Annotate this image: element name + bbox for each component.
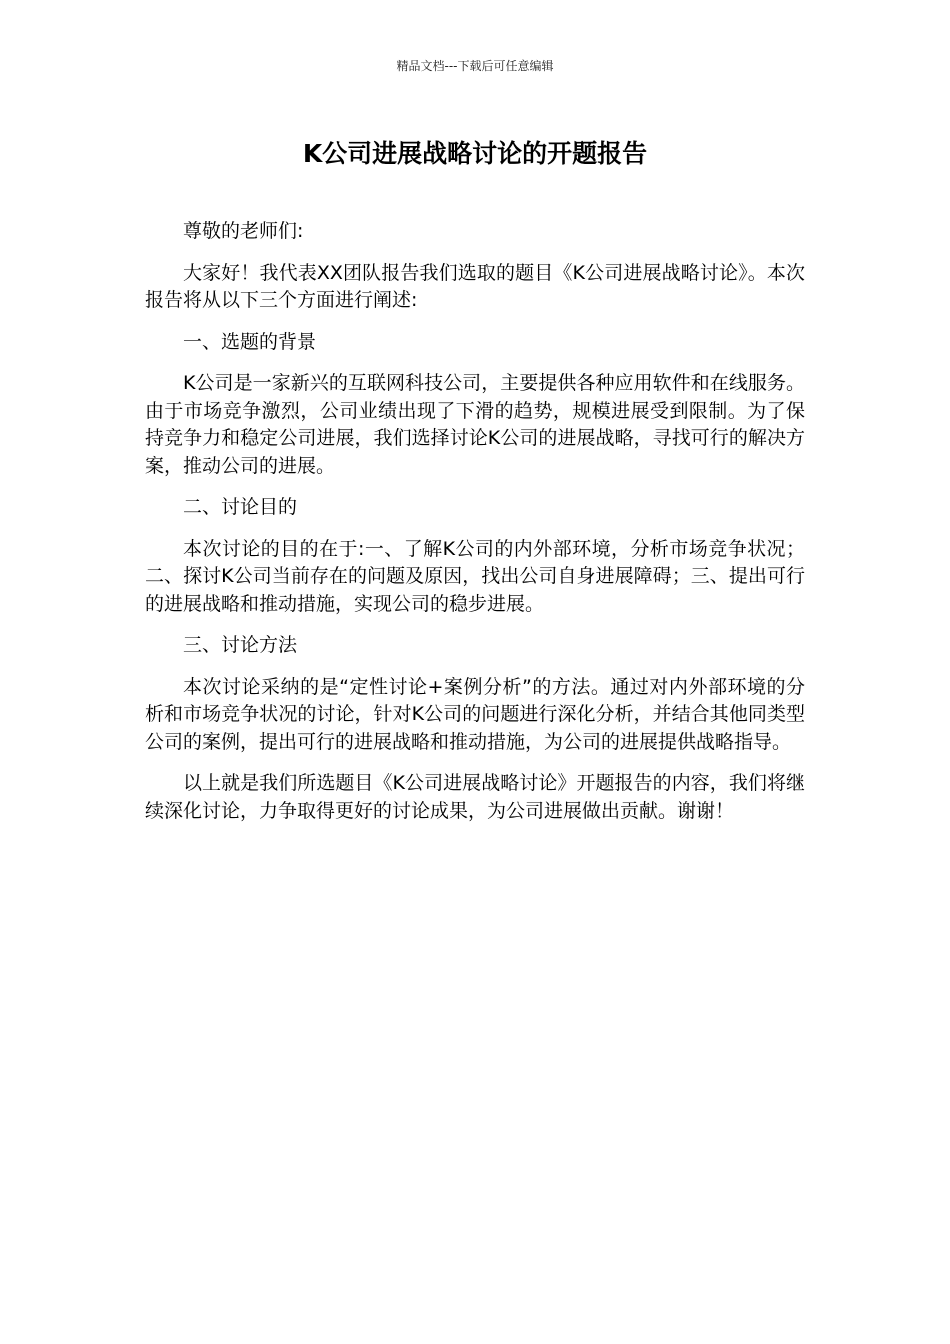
purpose-paragraph: 本次讨论的目的在于:一、了解K公司的内外部环境，分析市场竞争状况；二、探讨K公司当前存在的问题及原因，找出公司自身进展障碍；三、提出可行的进展战略和推动措施，实现公司的稳步进展。 [145, 537, 805, 615]
closing-paragraph: 以上就是我们所选题目《K公司进展战略讨论》开题报告的内容，我们将继续深化讨论，力争取得更好的讨论成果，为公司进展做出贡献。谢谢！ [145, 772, 805, 822]
document-body [145, 218, 805, 839]
salutation: 尊敬的老师们: [183, 220, 304, 242]
header-note: 精品文档---下载后可任意编辑 [396, 59, 554, 73]
section-heading-background: 一、选题的背景 [183, 330, 317, 353]
section-heading-purpose: 二、讨论目的 [183, 496, 298, 518]
section-heading-method: 三、讨论方法 [183, 634, 298, 656]
intro-paragraph: 大家好！我代表XX团队报告我们选取的题目《K公司进展战略讨论》。本次报告将从以下三个方面进行阐述: [145, 261, 805, 311]
method-paragraph: 本次讨论采纳的是“定性讨论+案例分析”的方法。通过对内外部环境的分析和市场竞争状况的讨论，针对K公司的问题进行深化分析，并结合其他同类型公司的案例，提出可行的进展战略和推动措施，为公司的进展提供战略指导。 [145, 675, 805, 753]
background-paragraph: K公司是一家新兴的互联网科技公司，主要提供各种应用软件和在线服务。由于市场竞争激烈，公司业绩出现了下滑的趋势，规模进展受到限制。为了保持竞争力和稳定公司进展，我们选择讨论K公司的进展战略，寻找可行的解决方案，推动公司的进展。 [145, 372, 805, 477]
document-title: K公司进展战略讨论的开题报告 [302, 139, 648, 168]
